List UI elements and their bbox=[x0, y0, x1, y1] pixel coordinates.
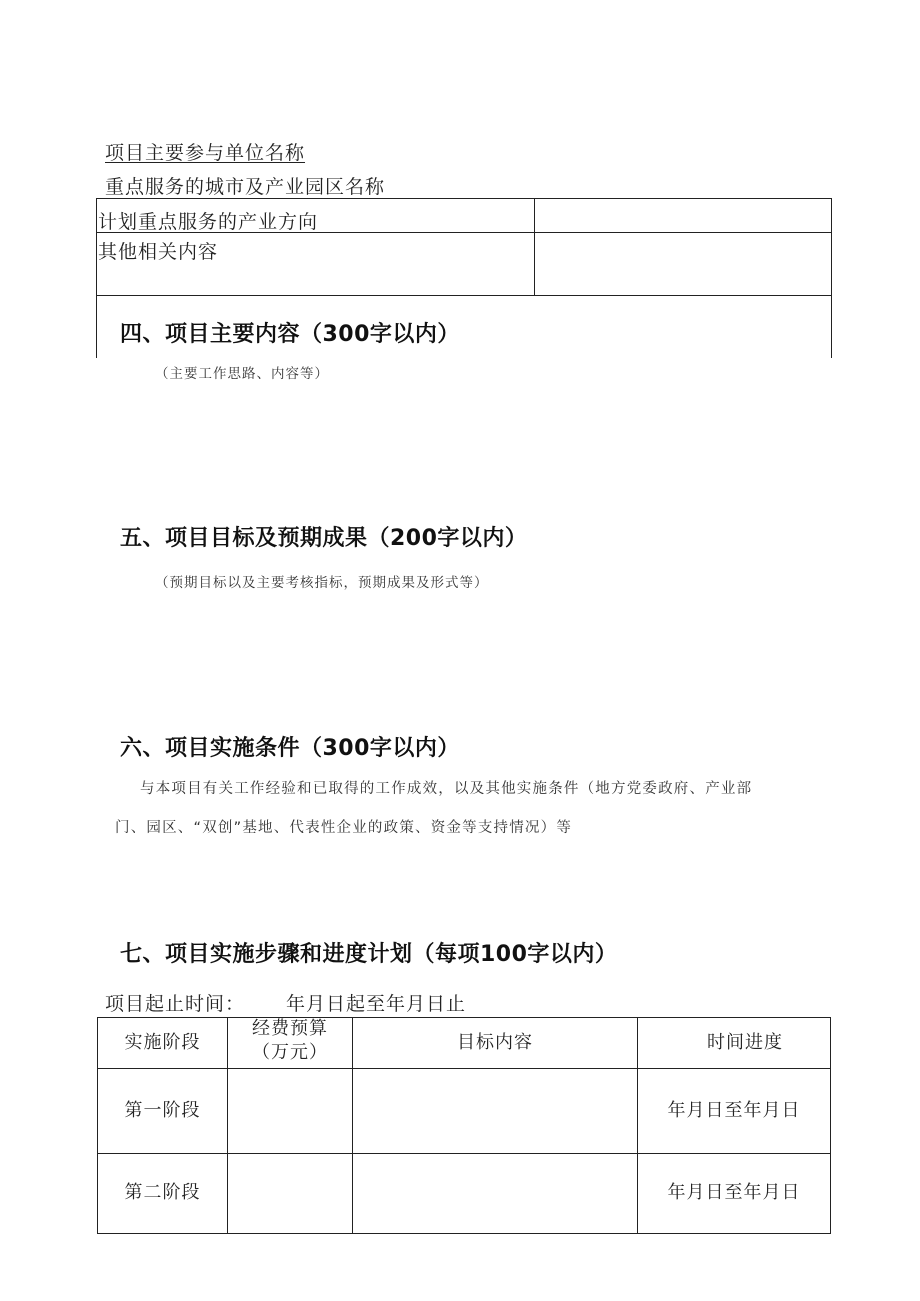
row-2-target[interactable] bbox=[353, 1154, 637, 1233]
row-1-target[interactable] bbox=[353, 1069, 637, 1153]
industry-direction-value[interactable] bbox=[540, 203, 826, 229]
participant-units-label: 项目主要参与单位名称 bbox=[105, 142, 306, 164]
industry-direction-label: 计划重点服务的产业方向 bbox=[98, 211, 319, 233]
header-target: 目标内容 bbox=[457, 1031, 533, 1053]
section-7-heading: 七、项目实施步骤和进度计划（每项100字以内） bbox=[120, 942, 618, 967]
service-cities-label: 重点服务的城市及产业园区名称 bbox=[105, 176, 386, 198]
section-5-note: （预期目标以及主要考核指标，预期成果及形式等） bbox=[155, 575, 489, 591]
section-6-body-line-1: 与本项目有关工作经验和已取得的工作成效，以及其他实施条件（地方党委政府、产业部 bbox=[140, 781, 753, 797]
header-budget-line-1: 经费预算 bbox=[252, 1017, 328, 1039]
row-1-stage: 第一阶段 bbox=[124, 1099, 201, 1121]
row-2-schedule: 年月日至年月日 bbox=[667, 1182, 801, 1204]
section-6-body-line-2: 门、园区、“双创”基地、代表性企业的政策、资金等支持情况）等 bbox=[115, 820, 573, 836]
row-2-stage: 第二阶段 bbox=[124, 1182, 201, 1204]
row-1-schedule: 年月日至年月日 bbox=[667, 1099, 801, 1121]
row-2-budget[interactable] bbox=[228, 1154, 352, 1233]
row-1-budget[interactable] bbox=[228, 1069, 352, 1153]
section-5-heading: 五、项目目标及预期成果（200字以内） bbox=[120, 526, 528, 551]
project-period-value: 年月日起至年月日止 bbox=[286, 993, 467, 1015]
header-budget-line-2: （万元） bbox=[252, 1041, 328, 1063]
other-content-value[interactable] bbox=[540, 238, 826, 290]
section-4-heading: 四、项目主要内容（300字以内） bbox=[120, 322, 460, 347]
section-4-note: （主要工作思路、内容等） bbox=[155, 366, 329, 382]
section-6-heading: 六、项目实施条件（300字以内） bbox=[120, 736, 460, 761]
project-period-label: 项目起止时间： bbox=[105, 993, 246, 1015]
header-schedule: 时间进度 bbox=[707, 1031, 783, 1053]
header-stage: 实施阶段 bbox=[124, 1031, 201, 1053]
other-content-label: 其他相关内容 bbox=[98, 241, 219, 263]
